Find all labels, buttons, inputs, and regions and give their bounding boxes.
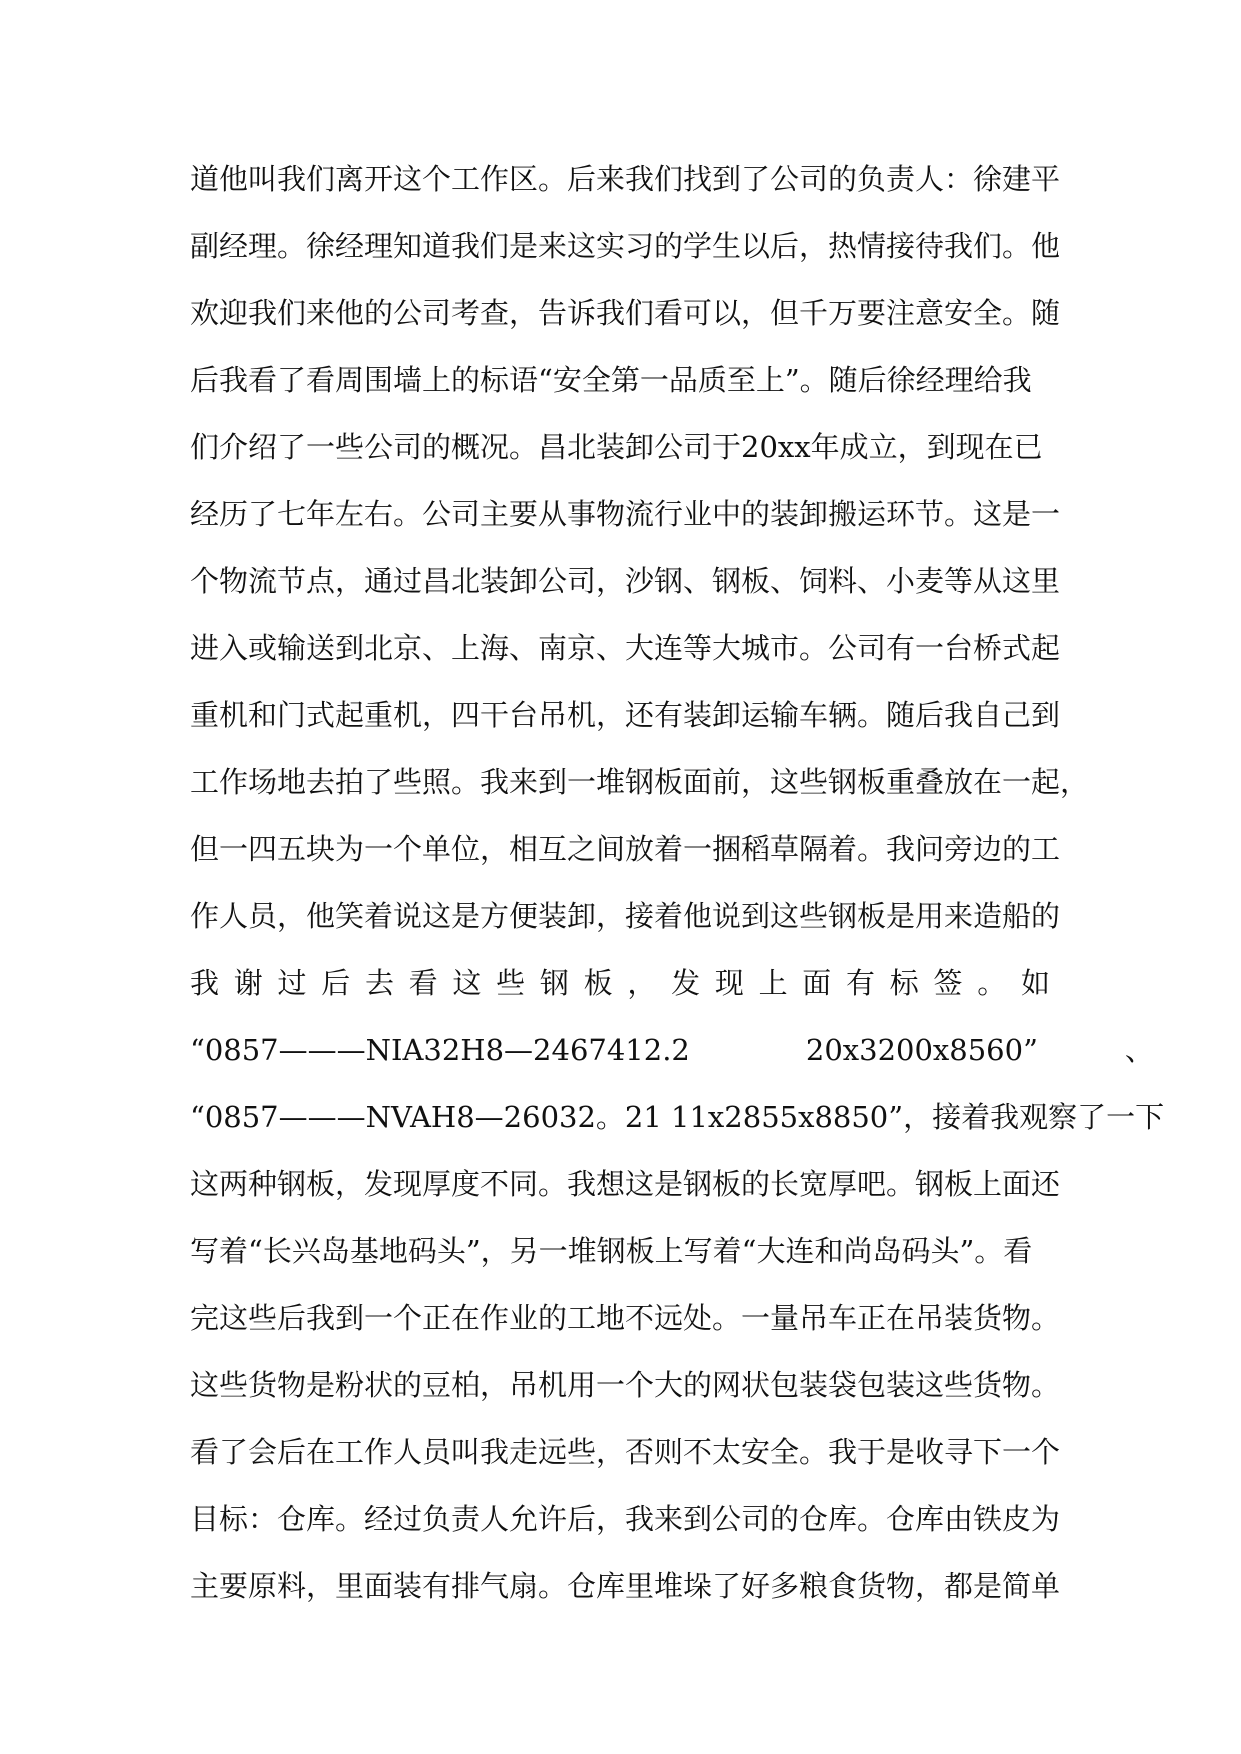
text-line: 但一四五块为一个单位，相互之间放着一捆稻草隔着。我问旁边的工: [190, 832, 1061, 866]
text-line: 主要原料，里面装有排气扇。仓库里堆垛了好多粮食货物，都是简单: [190, 1569, 1061, 1603]
text-line: 道他叫我们离开这个工作区。后来我们找到了公司的负责人：徐建平: [190, 162, 1061, 196]
body-text: [190, 146, 1165, 1620]
text-line: 经历了七年左右。公司主要从事物流行业中的装卸搬运环节。这是一: [190, 497, 1061, 531]
text-line: 目标：仓库。经过负责人允许后，我来到公司的仓库。仓库由铁皮为: [190, 1502, 1061, 1536]
text-line: 进入或输送到北京、上海、南京、大连等大城市。公司有一台桥式起: [190, 631, 1061, 665]
text-line: 看了会后在工作人员叫我走远些，否则不太安全。我于是收寻下一个: [190, 1435, 1061, 1469]
text-line: 后我看了看周围墙上的标语“安全第一品质至上”。随后徐经理给我: [190, 363, 1032, 397]
text-line: 作人员，他笑着说这是方便装卸，接着他说到这些钢板是用来造船的: [190, 899, 1061, 933]
text-line: 工作场地去拍了些照。我来到一堆钢板面前，这些钢板重叠放在一起，: [190, 765, 1090, 799]
text-line: 写着“长兴岛基地码头”，另一堆钢板上写着“大连和尚岛码头”。看: [190, 1234, 1033, 1268]
text-line: 完这些后我到一个正在作业的工地不远处。一量吊车正在吊装货物。: [190, 1301, 1061, 1335]
text-line: 欢迎我们来他的公司考查，告诉我们看可以，但千万要注意安全。随: [190, 296, 1061, 330]
text-line: “0857———NIA32H8—2467412.2 20x3200x8560” 、: [190, 1033, 1154, 1067]
text-line: 们介绍了一些公司的概况。昌北装卸公司于20xx年成立，到现在已: [190, 430, 1043, 464]
text-line: 个物流节点，通过昌北装卸公司，沙钢、钢板、饲料、小麦等从这里: [190, 564, 1061, 598]
text-line: 这两种钢板，发现厚度不同。我想这是钢板的长宽厚吧。钢板上面还: [190, 1167, 1061, 1201]
text-line: 我 谢 过 后 去 看 这 些 钢 板 ， 发 现 上 面 有 标 签 。 如: [190, 966, 1050, 1000]
text-line: “0857———NVAH8—26032。21 11x2855x8850”，接着我观察了一下: [190, 1100, 1165, 1134]
text-line: 这些货物是粉状的豆柏，吊机用一个大的网状包装袋包装这些货物。: [190, 1368, 1061, 1402]
text-line: 重机和门式起重机，四干台吊机，还有装卸运输车辆。随后我自己到: [190, 698, 1061, 732]
text-line: 副经理。徐经理知道我们是来这实习的学生以后，热情接待我们。他: [190, 229, 1061, 263]
